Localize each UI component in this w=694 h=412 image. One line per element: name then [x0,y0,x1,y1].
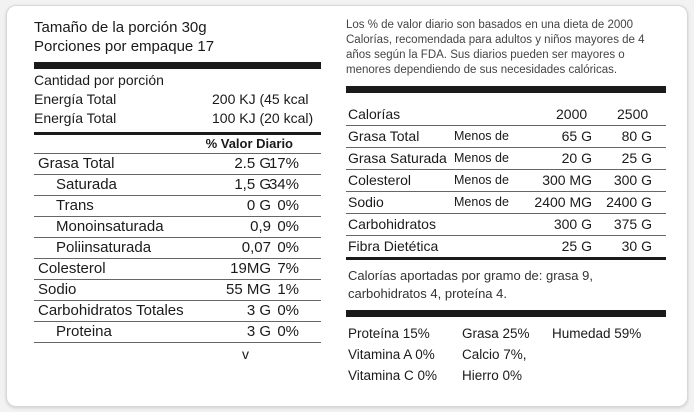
comparison-value-2500: 30 G [621,238,652,254]
nutrient-pct: 0% [277,218,299,235]
nutrient-amount: 0 G [246,197,271,214]
comparison-label: Grasa Total [348,128,420,144]
comparison-value-2000: 25 G [561,238,592,254]
bottom-row [34,343,321,365]
serving-size: Tamaño de la porción 30g [34,19,207,36]
nutrient-name: Saturada [56,176,117,193]
nutrient-row [34,217,321,238]
nutrition-facts-panel [34,18,321,365]
nutrient-row [34,238,321,259]
amount-per-serving: Cantidad por porción [34,72,164,88]
comparison-value-2500: 375 G [613,216,652,232]
nutrient-row [34,280,321,301]
comparison-value-2000: 65 G [561,128,592,144]
nutrient-row [34,301,321,322]
nutrient-pct: 34% [268,176,299,193]
energy-row [34,109,321,128]
nutrient-row [34,322,321,343]
nutrient-pct: 1% [277,281,299,298]
divider [34,62,321,69]
footer-row [346,323,666,344]
comparison-qualifier: Menos de [454,151,509,165]
nutrient-amount: 3 G [246,302,271,319]
energy-label: Energía Total [34,91,117,107]
nutrient-row [34,175,321,196]
nutrient-name: Monoinsaturada [56,218,164,235]
nutrient-name: Proteina [56,323,112,340]
comparison-row [346,192,666,214]
footer-calcium: Calcio 7%, [462,347,527,362]
bottom-mark: v [242,346,249,362]
energy-value: 100 KJ (20 kcal) [212,110,314,126]
comparison-value-2500: 2400 G [606,194,652,210]
comparison-row [346,148,666,170]
nutrient-name: Sodio [38,281,77,298]
comparison-row [346,126,666,148]
nutrient-amount: 2.5 G [234,155,271,172]
calories-header-row [346,104,666,126]
nutrient-pct: 0% [277,239,299,256]
dv-header: % Valor Diario [205,136,293,151]
nutrient-pct: 7% [277,260,299,277]
footer-iron: Hierro 0% [462,368,523,383]
nutrient-name: Trans [56,197,94,214]
nutrient-amount: 1,5 G [234,176,271,193]
divider [346,310,666,317]
nutrient-amount: 3 G [246,323,271,340]
comparison-row [346,214,666,236]
footer-fat: Grasa 25% [462,326,530,341]
comparison-qualifier: Menos de [454,195,509,209]
footer-row [346,344,666,365]
calories-per-gram-note: Calorías aportadas por gramo de: grasa 9, carbohidratos 4, proteína 4. [348,268,593,301]
nutrient-name: Carbohidratos Totales [38,302,184,319]
nutrient-pct: 17% [268,155,299,172]
comparison-value-2500: 80 G [621,128,652,144]
nutrient-amount: 0,07 [241,239,271,256]
footer-vitamin-c: Vitamina C 0% [348,368,438,383]
nutrient-amount: 19MG [230,260,271,277]
energy-value: 200 KJ (45 kcal [212,91,309,107]
nutrient-row [34,196,321,217]
nutrient-pct: 0% [277,323,299,340]
energy-label: Energía Total [34,110,117,126]
daily-values-panel [346,18,666,386]
energy-row [34,90,321,109]
divider [346,86,666,93]
nutrient-name: Colesterol [38,260,106,277]
comparison-value-2500: 300 G [613,172,652,188]
comparison-value-2500: 25 G [621,150,652,166]
calories-label: Calorías [348,106,401,122]
comparison-label: Sodio [348,194,384,210]
nutrient-pct: 0% [277,197,299,214]
comparison-row [346,236,666,260]
footer-row [346,365,666,386]
nutrient-row [34,154,321,175]
calories-col-2500: 2500 [617,106,649,122]
servings-per-package: Porciones por empaque 17 [34,38,215,55]
comparison-qualifier: Menos de [454,173,509,187]
nutrient-pct: 0% [277,302,299,319]
nutrient-amount: 55 MG [225,281,271,298]
nutrient-name: Poliinsaturada [56,239,152,256]
daily-value-note: Los % de valor diario son basados en una dieta de 2000 Calorías, recomendada para adultos y niños mayores de 4 años según la FDA. Sus diarios pueden ser mayores o menores dependiendo de sus necesidades calóricas. [346,19,645,76]
comparison-row [346,170,666,192]
footer-protein: Proteína 15% [348,326,430,341]
calories-col-2000: 2000 [556,106,588,122]
comparison-label: Grasa Saturada [348,150,447,166]
dv-header-row [34,135,321,154]
comparison-value-2000: 300 MG [542,172,592,188]
comparison-value-2000: 20 G [561,150,592,166]
nutrient-row [34,259,321,280]
comparison-value-2000: 300 G [553,216,592,232]
comparison-qualifier: Menos de [454,129,509,143]
nutrient-name: Grasa Total [38,155,115,172]
comparison-label: Fibra Dietética [348,238,439,254]
footer-moisture: Humedad 59% [552,326,642,341]
comparison-value-2000: 2400 MG [534,194,592,210]
comparison-label: Colesterol [348,172,412,188]
nutrient-amount: 0,9 [250,218,271,235]
comparison-label: Carbohidratos [348,216,436,232]
footer-vitamin-a: Vitamina A 0% [348,347,435,362]
